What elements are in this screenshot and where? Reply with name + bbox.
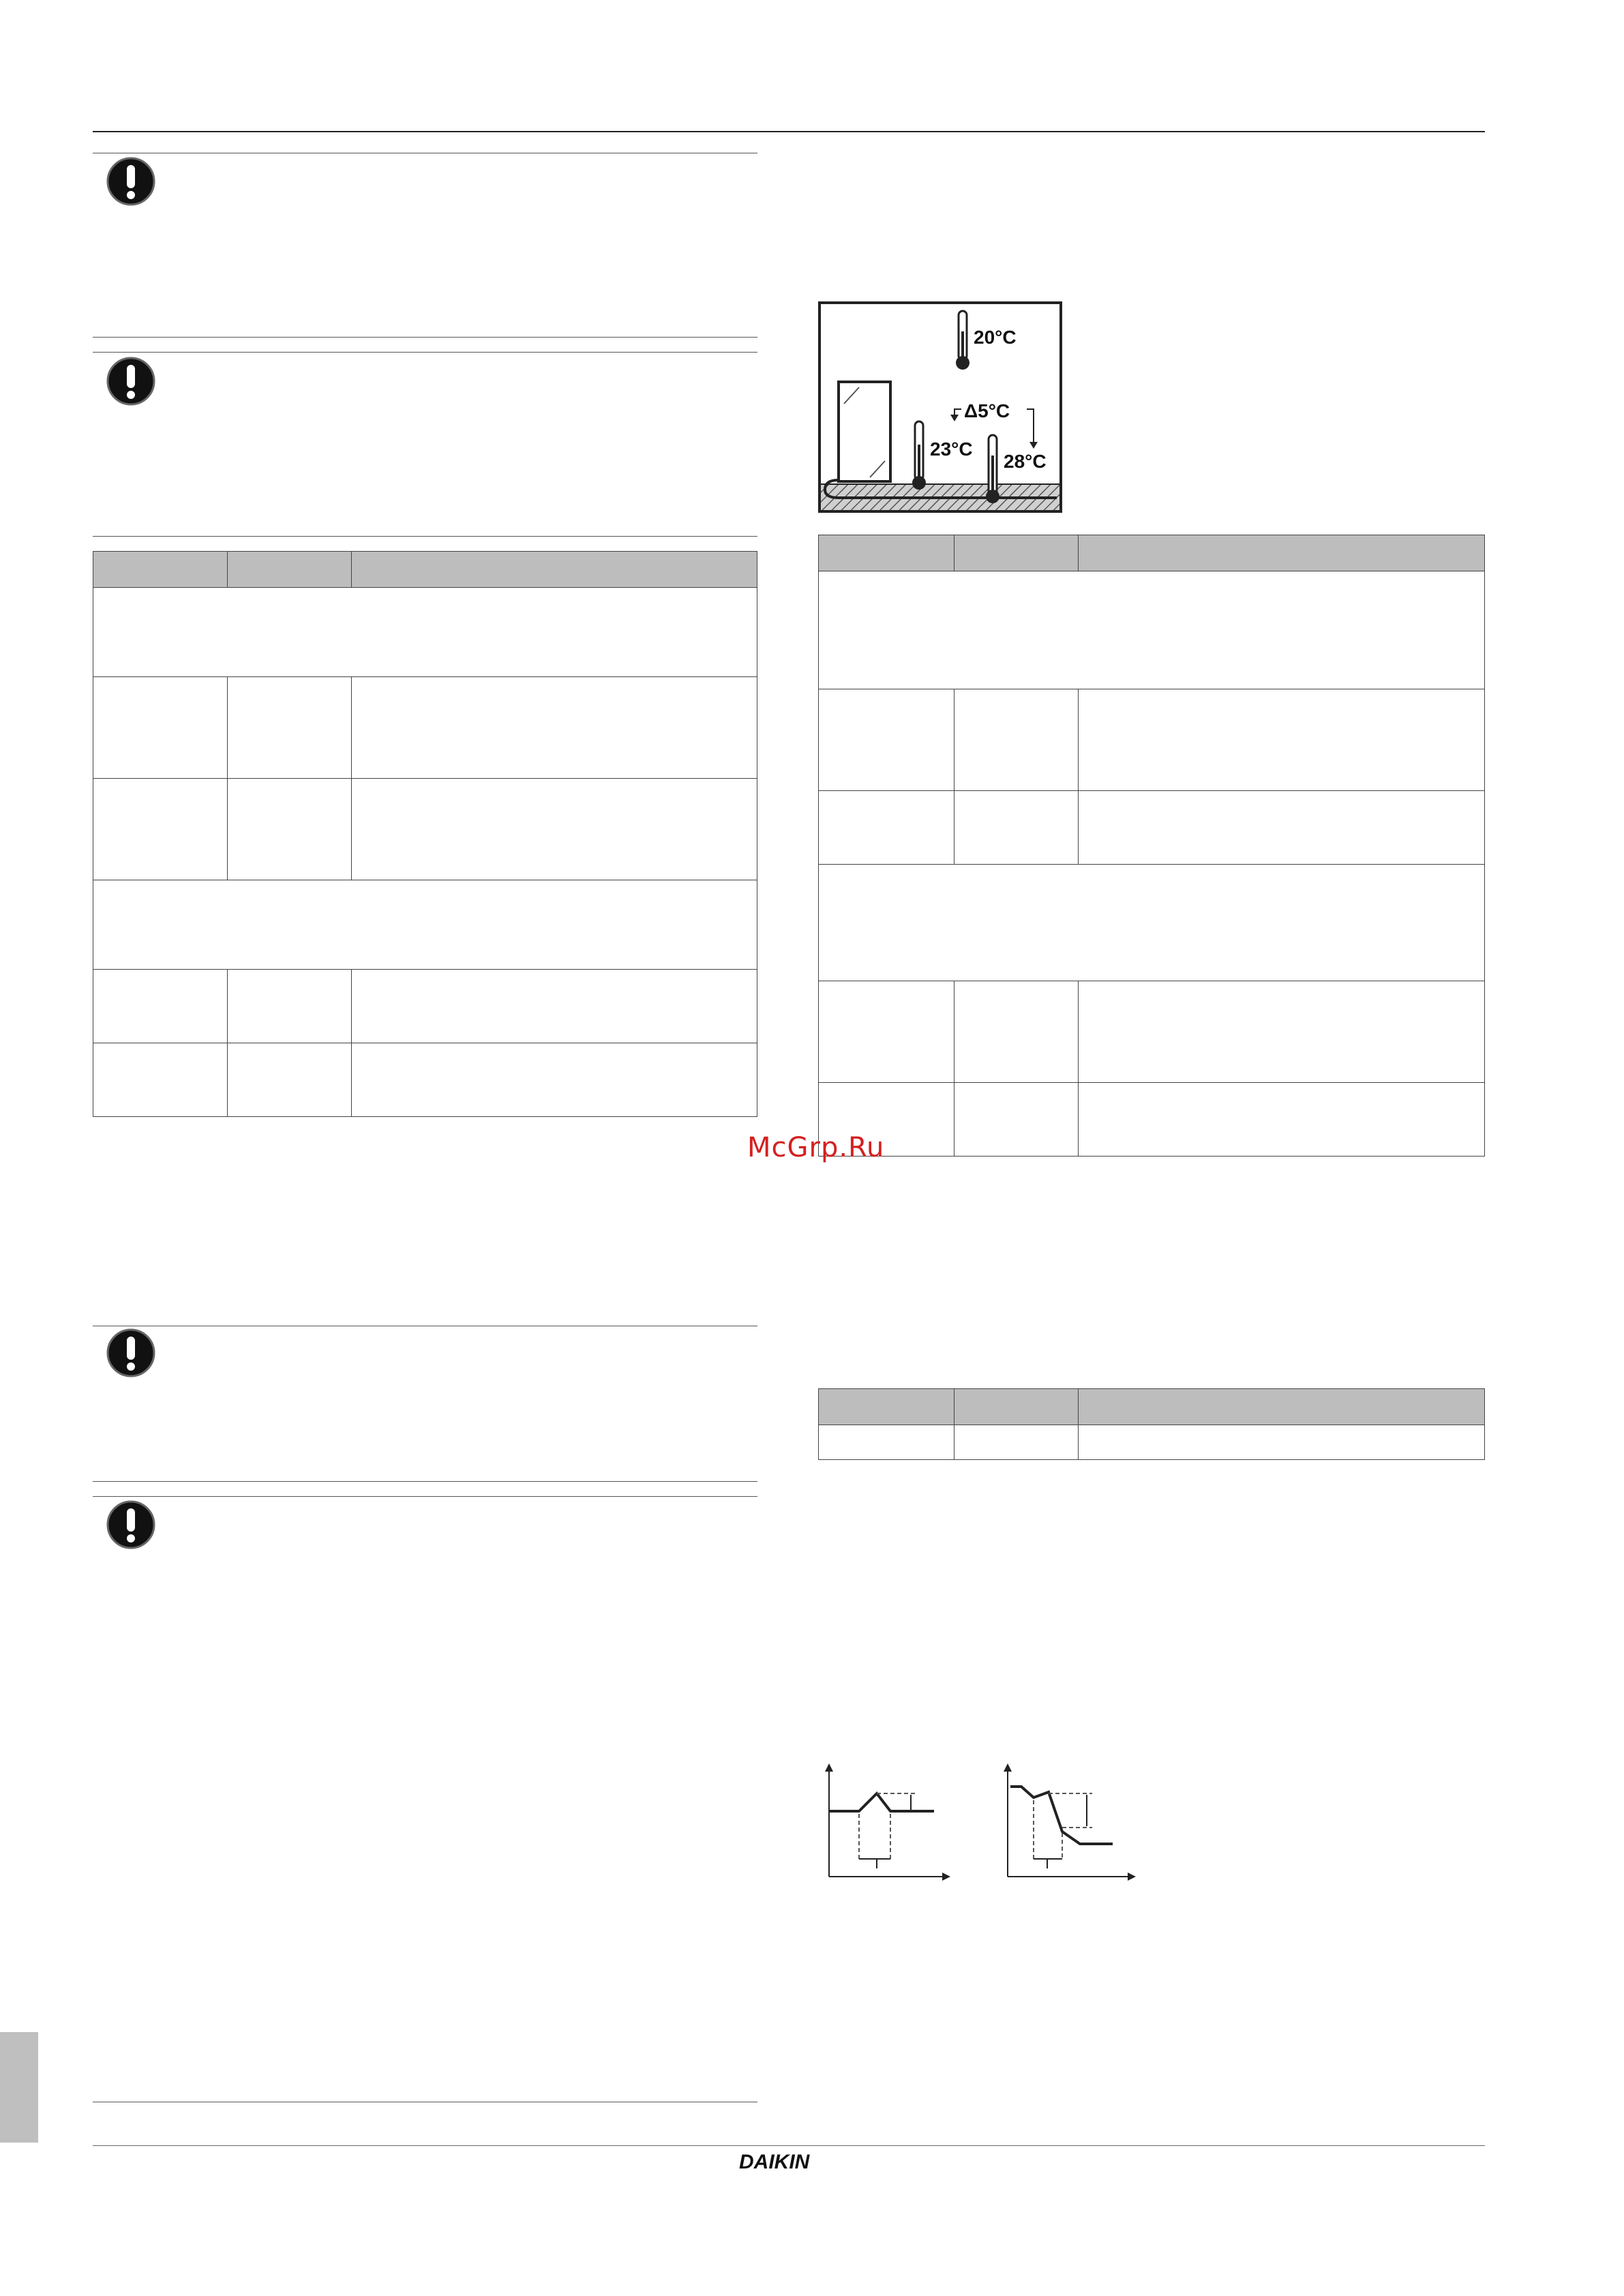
table-row	[819, 791, 1485, 865]
return-temp-label: 28°C	[1004, 451, 1047, 472]
notice-top-rule	[93, 352, 757, 353]
table-row	[819, 689, 1485, 791]
table-row	[93, 588, 757, 677]
notice-bottom-rule	[93, 337, 757, 338]
table-row	[819, 1083, 1485, 1157]
temperature-rise-graph	[822, 1759, 952, 1882]
table-row	[93, 880, 757, 970]
thermometer-icon	[956, 311, 969, 370]
thermometer-icon	[912, 421, 926, 490]
notice-top-rule	[93, 1496, 757, 1497]
temperature-drop-graph	[1001, 1759, 1137, 1882]
thermometer-icon	[986, 435, 999, 503]
exclamation-circle-icon	[105, 155, 157, 207]
footer-rule	[93, 2145, 1485, 2146]
table-row	[819, 571, 1485, 689]
table-row	[819, 1425, 1485, 1460]
table-row	[93, 1043, 757, 1117]
exclamation-circle-icon	[105, 355, 157, 407]
supply-temp-label: 23°C	[930, 438, 973, 460]
delta-temp-label: Δ5°C	[964, 400, 1010, 421]
watermark: McGrp.Ru	[747, 1132, 885, 1163]
settings-table-left	[93, 551, 757, 1117]
table-row	[819, 865, 1485, 981]
header-rule	[93, 131, 1485, 132]
settings-table-right	[818, 535, 1485, 1157]
table-row	[819, 981, 1485, 1083]
exclamation-circle-icon	[105, 1327, 157, 1379]
logo-text: DAIKIN	[739, 2151, 810, 2173]
notice-bottom-rule	[93, 536, 757, 537]
table-row	[93, 779, 757, 880]
table-header-row	[819, 1389, 1485, 1425]
daikin-logo	[736, 2149, 839, 2174]
table-row	[93, 677, 757, 779]
sidebar-chapter-tab	[0, 2032, 38, 2143]
table-row	[93, 970, 757, 1043]
notice-bottom-rule	[93, 1481, 757, 1482]
table-header-row	[93, 552, 757, 588]
table-header-row	[819, 535, 1485, 571]
room-temp-label: 20°C	[974, 327, 1017, 348]
settings-table-small	[818, 1388, 1485, 1460]
room-temperature-diagram	[818, 301, 1062, 514]
exclamation-circle-icon	[105, 1499, 157, 1551]
